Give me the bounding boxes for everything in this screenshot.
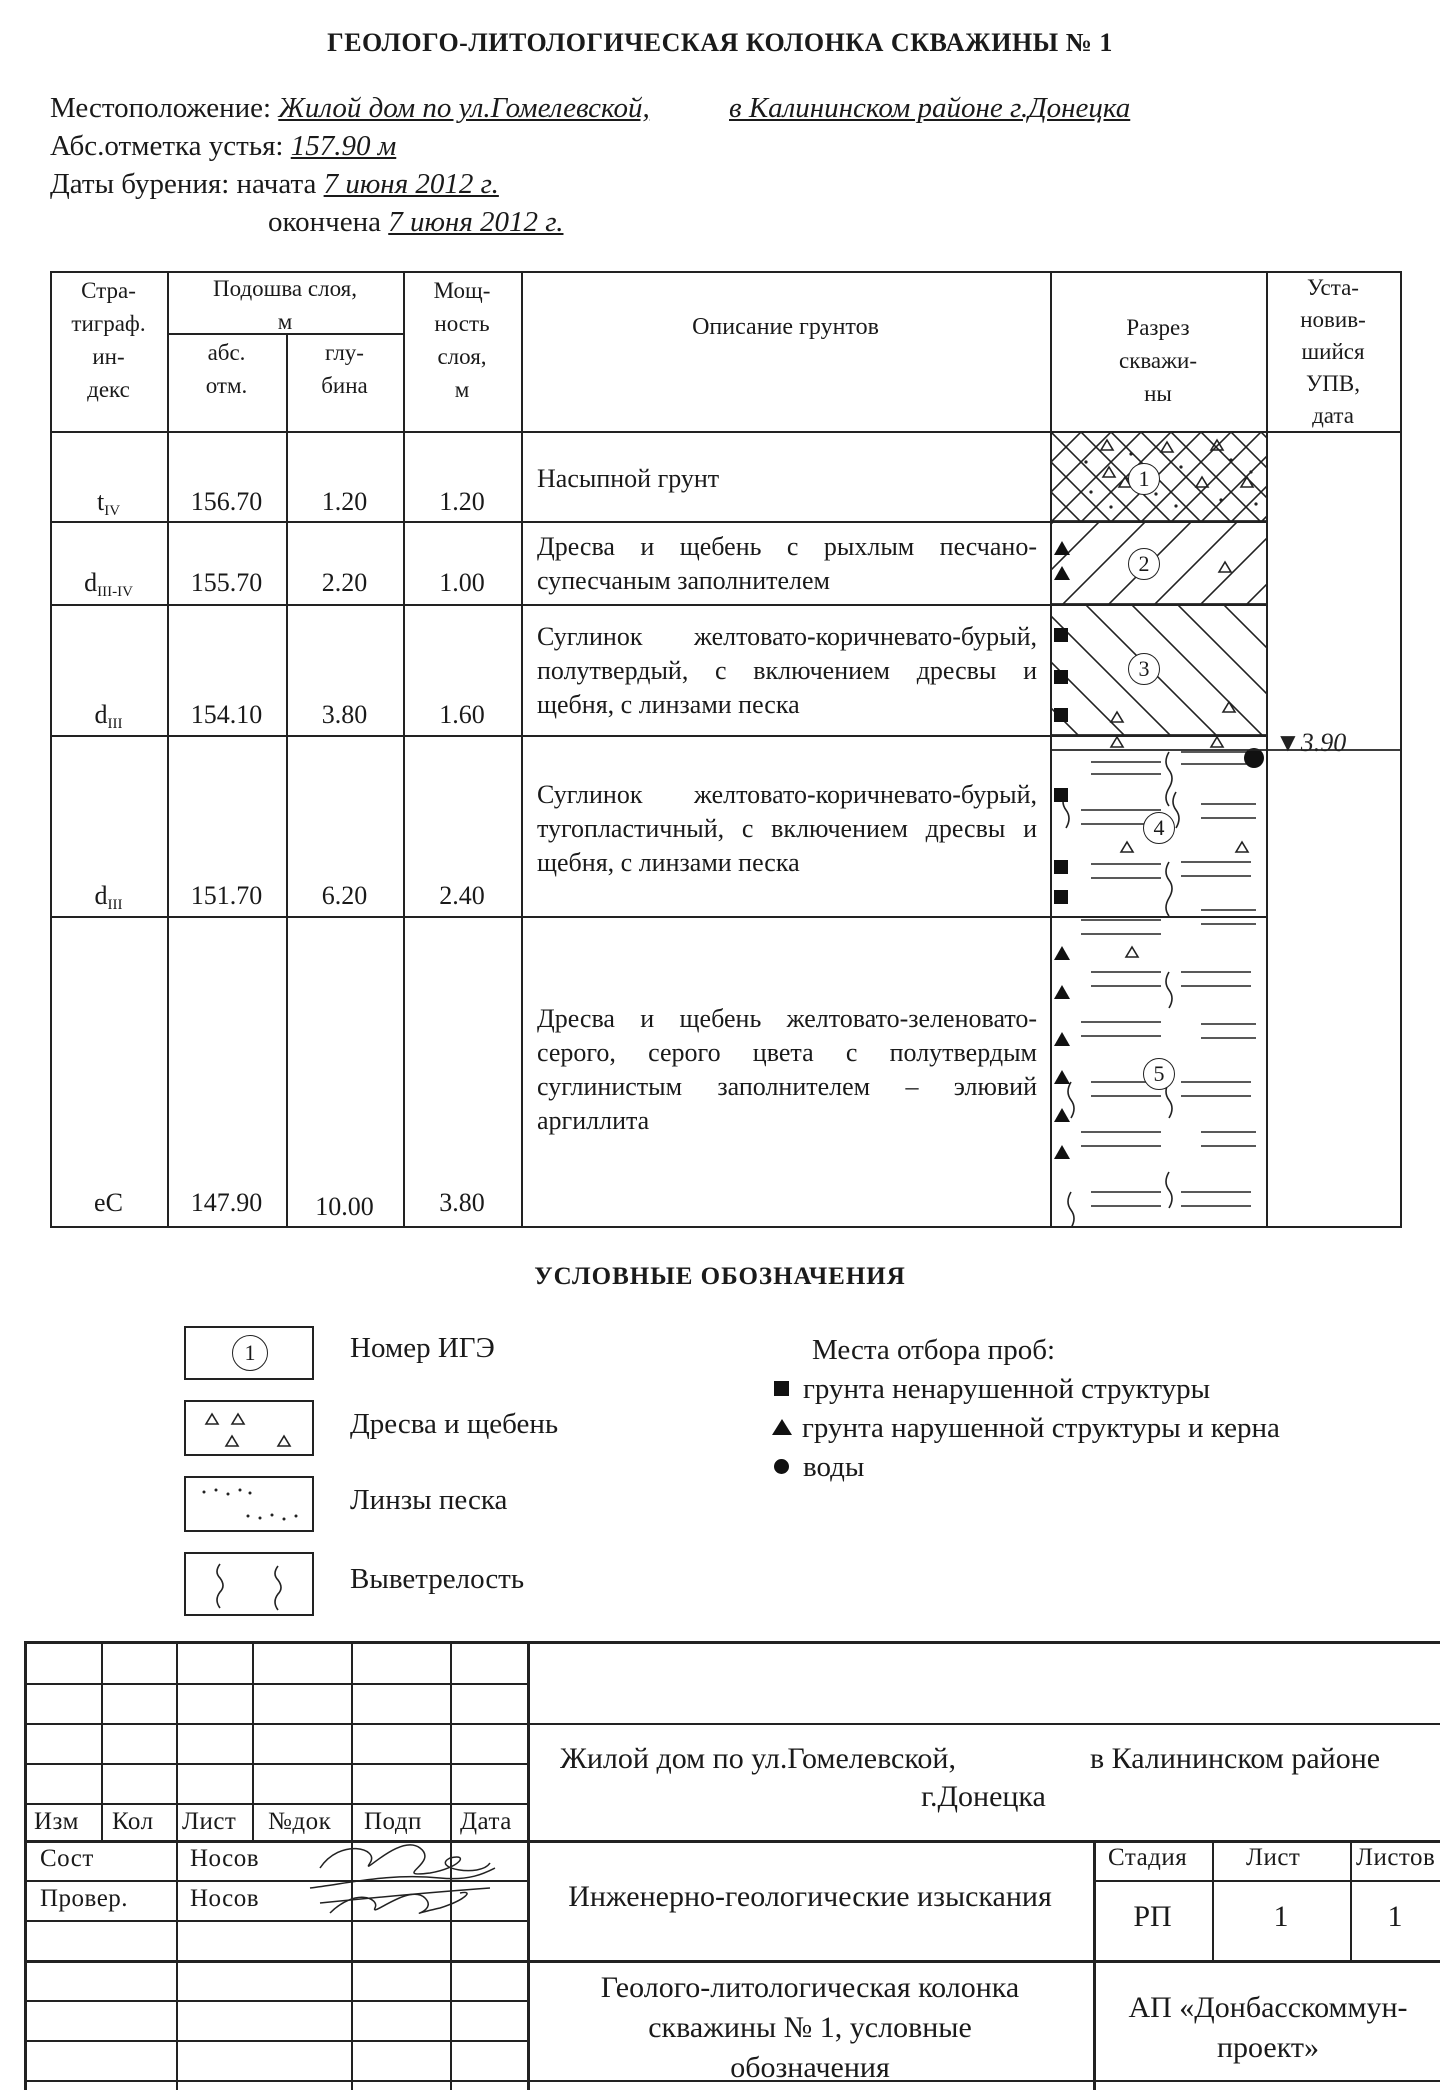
triangle-marker-icon [772,1419,792,1435]
tb-col-kol: Кол [112,1808,154,1835]
header-depth-1: глу- [325,340,364,365]
row-1-description: Насыпной грунт [537,464,720,493]
groundwater-line [1051,744,1401,756]
row-4-depth: 6.20 [321,881,368,910]
legend-title: УСЛОВНЫЕ ОБОЗНАЧЕНИЯ [534,1263,906,1290]
square-marker-icon [774,1381,789,1396]
col-line-1 [167,271,169,1228]
row-3-thickness: 1.60 [439,700,485,729]
header-depth-2: бина [321,373,368,398]
date-end-label: окончена [268,206,381,238]
tb-top-border [24,1641,1440,1644]
legend-ige-box [184,1326,314,1380]
location-line [50,92,1130,125]
tb-sheet-label: Лист [1246,1844,1301,1871]
tb-organization [1096,1988,1440,2068]
header-section-2: скважи- [1118,348,1197,373]
tb-name-sost: Носов [190,1845,260,1872]
header-sole [167,272,403,338]
tb-col-izm: Изм [34,1808,79,1835]
header-abs-elev [167,336,286,402]
legend-sample-water-label: воды [803,1451,865,1483]
row-1-index-main: t [96,487,105,516]
tb-grid-h3 [24,1763,528,1765]
tb-col-data: Дата [460,1808,512,1835]
gravel-triangles-icon [186,1402,312,1454]
header-strat-3: ин- [92,344,125,369]
col-line-4 [521,271,523,1228]
date-end-line [268,206,563,239]
header-sole-1: Подошва слоя, [213,276,357,301]
header-section-1: Разрез [1126,315,1190,340]
row-2-description: Дресва и щебень с рыхлым песчано-супесчаным заполнителем [537,532,1037,595]
header-abs-2: отм. [205,373,248,398]
signature-scribble [300,1828,500,1924]
header-strat-index [50,274,167,406]
header-gw-1: Уста- [1307,275,1359,300]
header-gw-3: шийся [1301,339,1365,364]
row-3-depth: 3.80 [321,700,368,729]
header-depth [286,336,403,402]
row-3-index-main: d [94,700,108,729]
col-line-0 [50,271,52,1228]
ige-marker-2: 2 [1128,548,1160,580]
tb-stage-label: Стадия [1108,1844,1188,1871]
tb-col-ndok: №док [268,1808,332,1835]
row-2-index [50,568,167,601]
row-5-index-main: eC [94,1188,123,1217]
row-2-depth: 2.20 [321,568,368,597]
groundwater-level-value: 3.90 [1300,728,1347,757]
row-4-index-sub: III [107,897,123,913]
row-4-abs: 151.70 [190,881,263,910]
dates-line [50,168,499,201]
weathering-icon [186,1554,312,1614]
legend-samples-title: Места отбора проб: [812,1334,1056,1366]
row-5-abs: 147.90 [190,1188,263,1217]
tb-grid-v3 [252,1641,254,1841]
row-1-depth: 1.20 [321,487,368,516]
legend-sand-box [184,1476,314,1532]
tb-name-prover: Носов [190,1885,260,1912]
row-4-index [50,881,167,914]
tb-grid-h9 [24,2000,528,2002]
row-1-index [50,487,167,520]
row-4-thickness: 2.40 [439,881,485,910]
tb-project-2: в Калининском районе [1090,1742,1381,1775]
row-3-abs: 154.10 [190,700,263,729]
legend-sample-water [774,1451,864,1484]
date-end: 7 июня 2012 г. [388,206,564,238]
sand-dots-icon [186,1478,312,1530]
tb-role-sost: Сост [40,1845,94,1872]
row-5-depth: 10.00 [315,1192,374,1221]
tb-col-podp: Подп [364,1808,422,1835]
header-thick-4: м [454,377,470,402]
tb-doc-3: обозначения [730,2051,890,2084]
tb-doc-title [530,1968,1090,2088]
tb-grid-h1 [24,1683,528,1685]
legend-sample-disturbed-label: грунта нарушенной структуры и керна [802,1412,1280,1444]
legend-sample-undisturbed [774,1373,1210,1406]
groundwater-level-label: ▼3.90 [1275,728,1347,757]
tb-project-1: Жилой дом по ул.Гомелевской, [560,1742,956,1775]
header-abs-1: абс. [207,340,246,365]
legend-sand-label: Линзы песка [350,1484,508,1516]
row-4-description: Суглинок желтовато-коричневато-бурый, тугопластичный, с включением дресвы и щебня, с линзами песка [537,780,1037,877]
tb-col-list: Лист [182,1808,237,1835]
tb-grid-h2 [24,1723,528,1725]
tb-grid-v2 [176,1641,178,2090]
header-thick-1: Мощ- [433,278,491,303]
row-5-index [50,1188,167,1221]
header-section [1050,311,1266,410]
location-value-1: Жилой дом по ул.Гомелевской, [278,92,650,124]
header-thick-2: ность [434,311,490,336]
header-gw-2: новив- [1300,307,1366,332]
row-2-thickness: 1.00 [439,568,485,597]
header-gw-5: дата [1312,403,1354,428]
row-1-thickness: 1.20 [439,487,485,516]
header-thickness [403,274,521,406]
tb-sheets-value: 1 [1387,1900,1403,1933]
tb-right-h1 [527,1723,1440,1725]
legend-weathering-box [184,1552,314,1616]
tb-grid-h5 [24,1840,1440,1843]
row-5-thickness: 3.80 [439,1188,485,1217]
header-strat-2: тиграф. [71,311,146,336]
legend-gravel-box [184,1400,314,1456]
tb-stage-value: РП [1133,1900,1172,1933]
legend-sample-disturbed [772,1412,1280,1445]
tb-doc-1: Геолого-литологическая колонка [600,1971,1020,2004]
row-2-abs: 155.70 [190,568,263,597]
tb-org-1: АП «Донбасскоммун- [1128,1991,1408,2024]
header-section-3: ны [1144,381,1172,406]
legend-ige-circle: 1 [232,1335,268,1371]
tb-grid-h10 [24,2040,528,2042]
legend-weathering-label: Выветрелость [350,1563,525,1595]
sample-markers [1051,432,1081,1226]
ige-marker-5: 5 [1143,1058,1175,1090]
elevation-line [50,130,396,163]
table-bottom-border [50,1226,1402,1228]
tb-project-3: г.Донецка [921,1780,1046,1813]
tb-org-2: проект» [1216,2031,1320,2064]
header-strat-1: Стра- [81,278,136,303]
tb-right-h2 [1093,1880,1440,1882]
row-3-description: Суглинок желтовато-коричневато-бурый, полутвердый, с включением дресвы и щебня, с линзами песка [537,622,1037,719]
location-label: Местоположение: [50,92,272,124]
col-line-2 [286,333,288,1228]
row-4-index-main: d [94,881,108,910]
elevation-label: Абс.отметка устья: [50,130,284,162]
tb-doc-2: скважины № 1, условные [648,2011,972,2044]
location-value-2: в Калининском районе г.Донецка [729,92,1131,124]
legend-gravel-label: Дресва и щебень [350,1408,559,1440]
row-5-description: Дресва и щебень желтовато-зеленовато-серого, серого цвета с полутвердым суглинистым заполнителем – элювий аргиллита [537,1004,1037,1135]
row-1-index-sub: IV [104,503,121,519]
legend-ige-label: Номер ИГЭ [350,1332,495,1364]
row-3-index [50,700,167,733]
header-description: Описание грунтов [692,314,879,340]
tb-role-prover: Провер. [40,1885,129,1912]
header-gw-4: УПВ, [1306,371,1360,396]
row-2-index-sub: III-IV [97,584,133,600]
tb-grid-v1 [101,1641,103,1841]
row-3-index-sub: III [107,716,123,732]
ige-marker-3: 3 [1128,653,1160,685]
header-strat-4: декс [87,377,130,402]
header-thick-3: слоя, [437,344,487,369]
ige-marker-1: 1 [1128,463,1160,495]
circle-marker-icon [774,1459,789,1474]
tb-grid-h8 [24,1960,1440,1963]
row-2-index-main: d [84,568,98,597]
elevation-value: 157.90 м [290,130,397,162]
date-start: 7 июня 2012 г. [323,168,499,200]
col-line-3 [403,271,405,1228]
row-1-abs: 156.70 [190,487,263,516]
dates-label: Даты бурения: начата [50,168,317,200]
layer-5-argillite-pattern [1063,737,1256,1226]
tb-grid-h4 [24,1803,528,1805]
tb-sheets-label: Листов [1356,1844,1436,1871]
tb-work: Инженерно-геологические изыскания [568,1880,1052,1913]
header-groundwater [1266,272,1400,432]
tb-left-border [24,1641,27,2090]
page-title: ГЕОЛОГО-ЛИТОЛОГИЧЕСКАЯ КОЛОНКА СКВАЖИНЫ № 1 [327,28,1113,57]
ige-marker-4: 4 [1143,812,1175,844]
header-sole-2: м [277,309,293,334]
tb-sheet-value: 1 [1273,1900,1289,1933]
legend-sample-undisturbed-label: грунта ненарушенной структуры [803,1373,1211,1405]
